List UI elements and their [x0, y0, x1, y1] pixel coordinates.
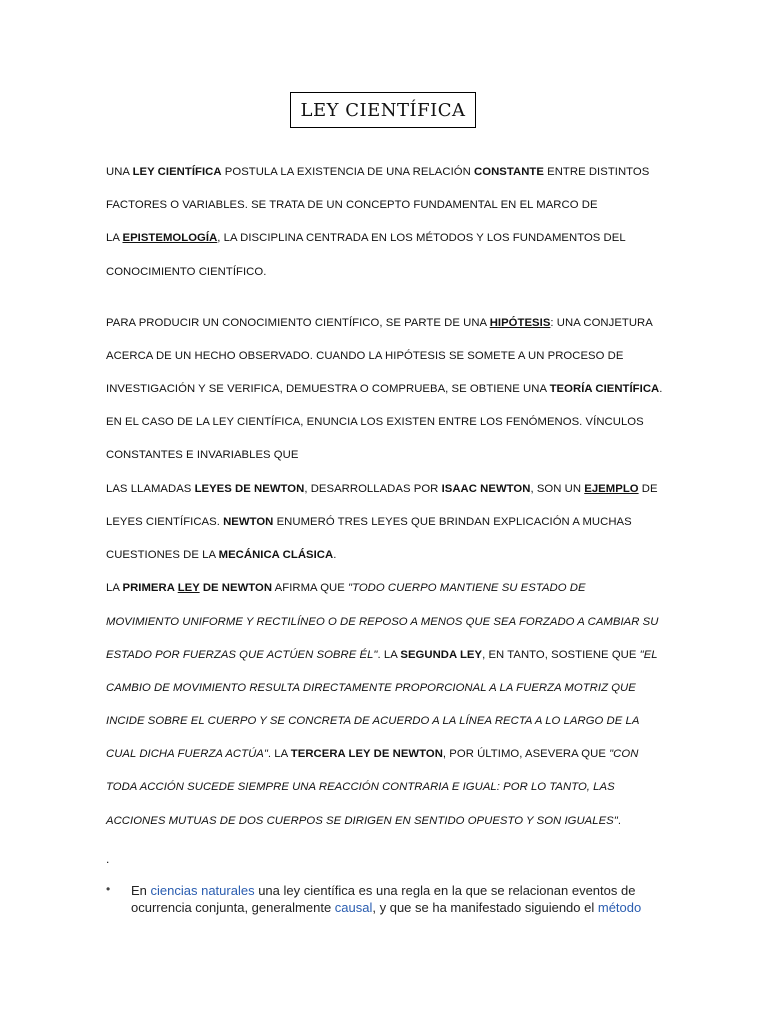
separator-dot: .: [106, 852, 110, 866]
quote-text: ESTADO POR FUERZAS QUE ACTÚEN SOBRE ÉL": [106, 649, 378, 661]
text-run: , EN TANTO, SOSTIENE QUE: [482, 649, 640, 661]
paragraph-3-line-6: [106, 747, 638, 761]
text-run: .: [659, 383, 663, 395]
paragraph-2-line-8: [106, 548, 336, 562]
text-run: LA: [106, 232, 123, 244]
text-run: .: [617, 815, 622, 827]
paragraph-3-line-5: [106, 714, 639, 728]
quote-text: ACCIONES MUTUAS DE DOS CUERPOS SE DIRIGEN EN SENTIDO OPUESTO Y SON IGUALES": [106, 815, 618, 827]
text-run: CUESTIONES DE LA: [106, 549, 219, 561]
paragraph-3-line-2: [106, 615, 658, 629]
text-run: LAS LLAMADAS: [106, 483, 195, 495]
link-ejemplo[interactable]: EJEMPLO: [584, 483, 639, 495]
paragraph-2-line-7: [106, 515, 632, 529]
link-metodo[interactable]: método: [597, 900, 642, 915]
text-run: LEYES CIENTÍFICAS.: [106, 516, 224, 528]
text-run: INVESTIGACIÓN Y SE VERIFICA, DEMUESTRA O COMPRUEBA, SE OBTIENE UNA: [106, 383, 550, 395]
paragraph-1-line-1: [106, 165, 649, 179]
text-run: , y que se ha manifestado siguiendo el: [372, 900, 598, 915]
text-run: ENUMERÓ TRES LEYES QUE BRINDAN EXPLICACIÓN A MUCHAS: [273, 516, 632, 528]
link-hipotesis[interactable]: HIPÓTESIS: [489, 317, 551, 329]
bold-term-ley-cientifica: LEY CIENTÍFICA: [132, 166, 222, 178]
link-ley[interactable]: LEY: [177, 582, 200, 594]
bold-term-isaac-newton: ISAAC NEWTON: [441, 483, 531, 495]
bullet-line-2: [131, 900, 641, 916]
quote-text: MOVIMIENTO UNIFORME Y RECTILÍNEO O DE REPOSO A MENOS QUE SEA FORZADO A CAMBIAR SU: [106, 616, 659, 628]
text-run: : UNA CONJETURA: [550, 317, 653, 329]
document-title: LEY CIENTÍFICA: [290, 92, 476, 128]
quote-text: TODA ACCIÓN SUCEDE SIEMPRE UNA REACCIÓN CONTRARIA E IGUAL: POR LO TANTO, LAS: [106, 781, 615, 793]
quote-text: "TODO CUERPO MANTIENE SU ESTADO DE: [348, 582, 586, 594]
paragraph-3-line-1: [106, 581, 586, 595]
paragraph-1-line-2: FACTORES O VARIABLES. SE TRATA DE UN CONCEPTO FUNDAMENTAL EN EL MARCO DE: [106, 199, 598, 211]
text-run: AFIRMA QUE: [272, 582, 349, 594]
paragraph-3-line-8: [106, 814, 621, 828]
paragraph-2-line-4: EN EL CASO DE LA LEY CIENTÍFICA, ENUNCIA LOS EXISTEN ENTRE LOS FENÓMENOS. VÍNCULOS: [106, 416, 644, 428]
quote-text: CAMBIO DE MOVIMIENTO RESULTA DIRECTAMENTE PROPORCIONAL A LA FUERZA MOTRIZ QUE: [106, 682, 636, 694]
paragraph-3-line-7: [106, 780, 615, 794]
bold-term-primera: PRIMERA: [122, 582, 178, 594]
text-run: , POR ÚLTIMO, ASEVERA QUE: [442, 748, 610, 760]
bold-term-newton: NEWTON: [223, 516, 274, 528]
text-run: En: [131, 883, 151, 898]
paragraph-2-line-3: [106, 382, 662, 396]
quote-text: CUAL DICHA FUERZA ACTÚA": [106, 748, 268, 760]
paragraph-2-line-6: [106, 482, 658, 496]
bold-term-leyes-de-newton: LEYES DE NEWTON: [194, 483, 305, 495]
paragraph-2-line-5: CONSTANTES E INVARIABLES QUE: [106, 449, 299, 461]
text-run: PARA PRODUCIR UN CONOCIMIENTO CIENTÍFICO, SE PARTE DE UNA: [106, 317, 490, 329]
text-run: LA: [106, 582, 123, 594]
paragraph-2-line-2: ACERCA DE UN HECHO OBSERVADO. CUANDO LA HIPÓTESIS SE SOMETE A UN PROCESO DE: [106, 350, 624, 362]
link-ciencias-naturales[interactable]: ciencias naturales: [150, 883, 255, 898]
quote-text: "CON: [609, 748, 639, 760]
text-run: , SON UN: [530, 483, 585, 495]
text-run: .: [333, 549, 337, 561]
bullet-icon: •: [106, 882, 111, 896]
bold-term-mecanica-clasica: MECÁNICA CLÁSICA: [218, 549, 334, 561]
text-run: ocurrencia conjunta, generalmente: [131, 900, 335, 915]
paragraph-1-line-4: CONOCIMIENTO CIENTÍFICO.: [106, 266, 267, 278]
text-run: POSTULA LA EXISTENCIA DE UNA RELACIÓN: [221, 166, 475, 178]
text-run: DE: [638, 483, 658, 495]
text-run: . LA: [377, 649, 401, 661]
text-run: , LA DISCIPLINA CENTRADA EN LOS MÉTODOS Y LOS FUNDAMENTOS DEL: [217, 232, 626, 244]
paragraph-1-line-3: [106, 231, 626, 245]
text-run: UNA: [106, 166, 133, 178]
text-run: una ley científica es una regla en la que se relacionan eventos de: [254, 883, 636, 898]
bold-term-de-newton: DE NEWTON: [199, 582, 273, 594]
text-run: , DESARROLLADAS POR: [304, 483, 442, 495]
bullet-line-1: [131, 883, 635, 899]
quote-text: "EL: [639, 649, 658, 661]
paragraph-2-line-1: [106, 316, 653, 330]
link-causal[interactable]: causal: [334, 900, 373, 915]
text-run: . LA: [267, 748, 291, 760]
bold-term-constante: CONSTANTE: [474, 166, 544, 178]
quote-text: INCIDE SOBRE EL CUERPO Y SE CONCRETA DE ACUERDO A LA LÍNEA RECTA A LO LARGO DE LA: [106, 715, 640, 727]
bold-term-segunda-ley: SEGUNDA LEY: [400, 649, 483, 661]
bold-term-tercera-ley-de-newton: TERCERA LEY DE NEWTON: [290, 748, 443, 760]
paragraph-3-line-4: [106, 681, 636, 695]
paragraph-3-line-3: [106, 648, 658, 662]
bold-term-teoria-cientifica: TEORÍA CIENTÍFICA: [549, 383, 660, 395]
link-epistemologia[interactable]: EPISTEMOLOGÍA: [122, 232, 218, 244]
text-run: ENTRE DISTINTOS: [543, 166, 650, 178]
